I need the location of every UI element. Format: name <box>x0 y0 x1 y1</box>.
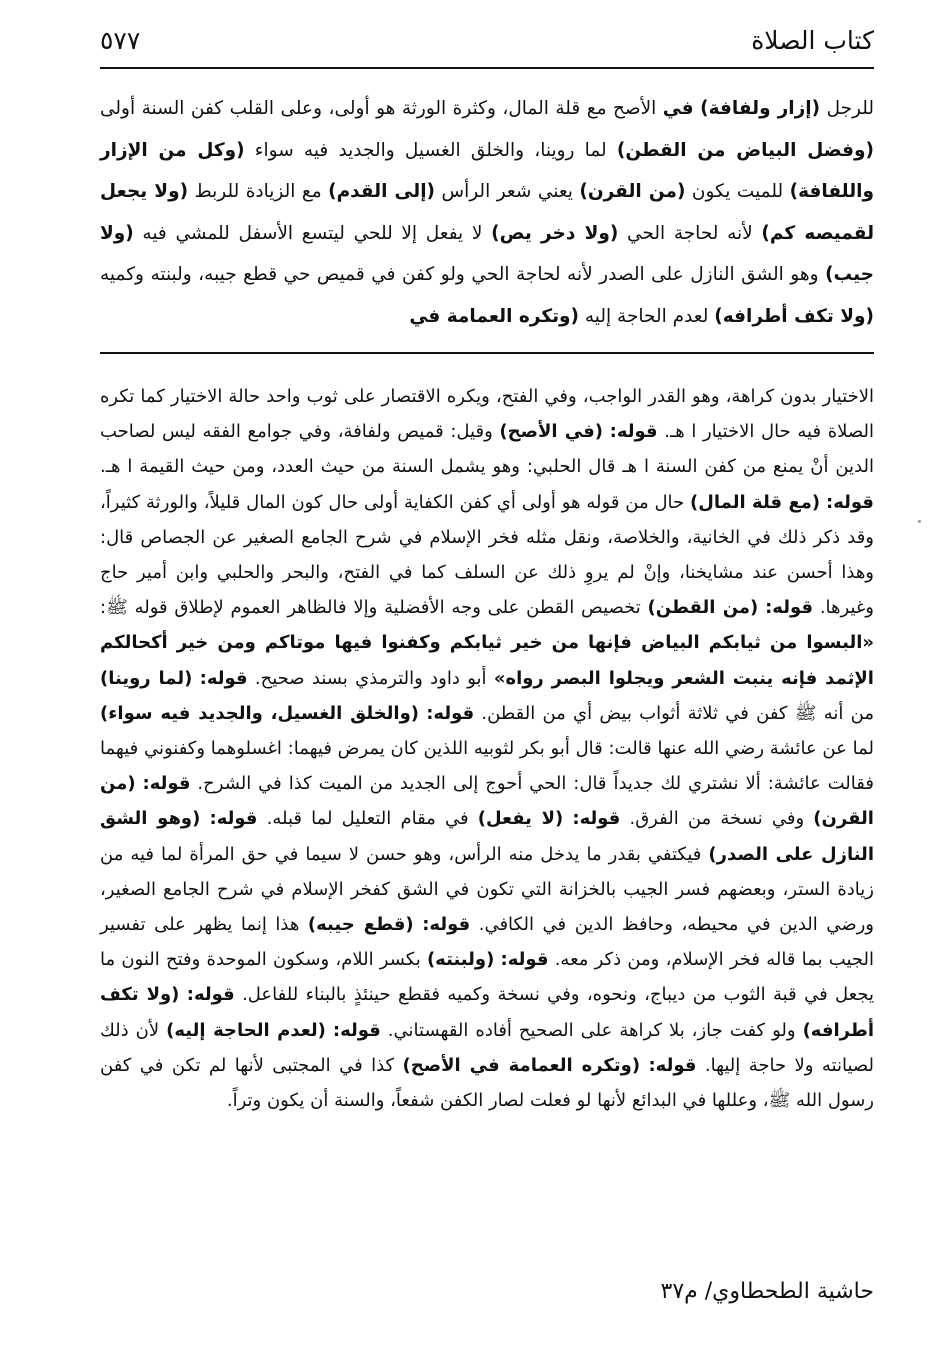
main-text-bold-run: (ولا دخر يص) <box>491 222 619 244</box>
qawluhu-marker: قوله: <box>332 1019 381 1041</box>
commentary-run: فيكتفي بقدر ما يدخل منه الرأس، وهو حسن لا سيما في حق المرأة لما فيه من زيادة الستر، وبعضهم فسر الجيب بالخزانة التي تكون في الشق كفخر الإسلام في شرح الجامع الصغير، ورضي الدين في محيطه، وحافظ الدين في الكافي. <box>100 843 874 936</box>
commentary-paragraph <box>100 379 874 1118</box>
commentary-run: بكسر اللام، وسكون الموحدة وفتح النون ما يجعل في قبة الثوب من ديباج، ونحوه، وفي نسخة وكميه فقطع حينئذٍ بالبناء للفاعل. <box>100 949 874 1006</box>
main-text-run: يعني شعر الرأس <box>435 181 580 202</box>
commentary-run <box>326 1020 333 1041</box>
commentary-run: وفي نسخة من الفرق. <box>620 808 814 830</box>
main-text-bold-run: (وكل من الإزار واللفافة) <box>100 139 875 202</box>
main-text-bold-run: (وتكره العمامة في <box>409 305 579 327</box>
commentary-run: في مقام التعليل لما قبله. <box>257 808 478 830</box>
quoted-lemma: (لعدم الحاجة إليه) <box>166 1019 326 1041</box>
main-text <box>100 88 874 337</box>
main-text-bold-run: (إلى القدم) <box>328 181 435 202</box>
main-text-bold-run: (وفضل البياض من القطن) <box>616 139 875 161</box>
main-text-run: لا يفعل إلا للحي ليتسع الأسفل للمشي فيه <box>133 222 492 244</box>
quoted-lemma: (من القرن) <box>100 773 874 830</box>
commentary-run <box>136 773 143 794</box>
commentary-run <box>179 984 186 1005</box>
commentary-run: حال من قوله هو أولى أي كفن الكفاية أولى حال كون المال قليلاً، والورثة كثيراً، وقد ذكر ذلك في الخانية، والخلاصة، ونقل مثله فخر الإسلام في شرح الجامع الصغير عن الجصاص قال: وهذا أحسن عند مشايخنا، وإنْ لم يروِ ذلك عن السلف كما في الفتح، والبحر والحلبي وابن أمير حاج وغيرها. <box>100 491 874 619</box>
main-text-bold-run: في <box>662 98 694 119</box>
main-text-run: للرجل <box>820 98 875 119</box>
commentary-run: تخصيص القطن على وجه الأفضلية وإلا فالظاهر العموم لإطلاق قوله ﷺ: <box>100 597 648 619</box>
commentary-run: ولو كفت جاز، بلا كراهة على الصحيح أفاده القهستاني. <box>380 1019 803 1041</box>
quoted-lemma: (لا يفعل) <box>477 808 564 830</box>
running-header <box>100 20 874 60</box>
quoted-lemma: (من القطن) <box>647 597 759 619</box>
main-text-run: لما روينا، والخلق الغسيل والجديد فيه سواء <box>244 139 617 161</box>
quoted-lemma: (وتكره العمامة في الأصح) <box>402 1054 641 1076</box>
qawluhu-marker: قوله: <box>426 702 475 724</box>
commentary-run: كذا في المجتبى لأنها لم تكن في كفن رسول الله ﷺ، وعللها في البدائع لأنها لو فعلت لصار الكفن شفعاً، والسنة أن يكون وتراً. <box>100 1054 874 1112</box>
qawluhu-marker: قوله: <box>199 667 248 689</box>
page-number: ٥٧٧ <box>100 25 141 55</box>
qawluhu-marker: قوله: <box>422 914 471 936</box>
quoted-lemma: (قطع جيبه) <box>307 914 414 936</box>
signature-mark: حاشية الطحطاوي/ م٣٧ <box>660 1279 874 1304</box>
main-text-bold-run: (من القرن) <box>579 181 686 202</box>
main-text-bold-run: (ولا تكف أطرافه) <box>714 305 874 327</box>
quoted-lemma: (ولبنته) <box>426 949 495 971</box>
commentary-run <box>414 914 423 935</box>
qawluhu-marker: قوله: <box>572 808 621 830</box>
hadith-quote: «البسوا من ثيابكم البياض فإنها من خير ثيابكم وكفنوا فيها موتاكم ومن خير أكحالكم الإثمد فإنه ينبت الشعر ويجلوا البصر رواه» <box>100 632 874 689</box>
qawluhu-marker: قوله: <box>826 491 874 513</box>
commentary-run <box>603 421 610 442</box>
main-text-run: لعدم الحاجة إليه <box>578 305 715 327</box>
qawluhu-marker: قوله: <box>765 597 814 619</box>
main-text-run: وهو الشق النازل على الصدر لأنه لحاجة الحي ولو كفن في قميص حي قطع جيبه، ولبنته وكميه <box>100 264 826 285</box>
main-text-bold-run: (إزار ولفافة) <box>700 98 821 119</box>
qawluhu-marker: قوله: <box>209 808 258 830</box>
commentary-run: الاختيار بدون كراهة، وهو القدر الواجب، وفي الفتح، ويكره الاقتصار على ثوب واحد حالة الاختيار كما تكره الصلاة فيه حال الاختيار ا هـ. <box>100 386 874 443</box>
header-rule <box>100 67 874 69</box>
qawluhu-marker: قوله: <box>142 773 191 795</box>
quoted-lemma: (والخلق الغسيل، والجديد فيه سواء) <box>100 702 419 724</box>
commentary-run: وقيل: قميص ولفافة، وفي جوامع الفقه ليس لصاحب الدين أنْ يمنع من كفن السنة ا هـ قال الحلبي: وهو يشمل السنة من حيث العدد، ومن حيث القيمة ا هـ. <box>100 421 874 478</box>
main-text-bold-run: (ولا جيب) <box>100 222 874 285</box>
main-text-bold-run: (ولا يجعل لقميصه كم) <box>100 181 875 244</box>
quoted-lemma: (في الأصح) <box>499 421 603 443</box>
section-title: كتاب الصلاة <box>751 25 874 55</box>
commentary-text <box>100 379 874 1118</box>
qawluhu-marker: قوله: <box>500 949 549 971</box>
quoted-lemma: (ولا تكف أطرافه) <box>100 984 874 1041</box>
qawluhu-marker: قوله: <box>609 421 658 443</box>
quoted-lemma: (لما روينا) <box>100 667 193 689</box>
commentary-run: من أنه ﷺ كفن في ثلاثة أثواب بيض أي من القطن. <box>474 702 874 724</box>
main-text-run: لأنه لحاجة الحي <box>618 222 762 244</box>
commentary-run <box>192 668 199 689</box>
commentary-run: أبو داود والترمذي بسند صحيح. <box>247 667 494 689</box>
commentary-run: هذا إنما يظهر على تفسير الجيب بما قاله فخر الإسلام، ومن ذكر معه. <box>100 914 874 971</box>
main-text-run: للميت يكون <box>685 181 790 202</box>
main-text-run: مع الزيادة للربط <box>188 181 329 202</box>
commentary-run: لأن ذلك لصيانته ولا حاجة إليها. <box>100 1019 874 1076</box>
qawluhu-marker: قوله: <box>186 984 235 1006</box>
main-text-run: الأصح مع قلة المال، وكثرة الورثة هو أولى، وعلى القلب كفن السنة أولى <box>100 98 663 119</box>
quoted-lemma: (وهو الشق النازل على الصدر) <box>100 808 874 865</box>
commentary-divider <box>100 352 874 354</box>
margin-speck <box>918 520 921 523</box>
main-text-paragraph <box>100 88 874 337</box>
commentary-run: لما عن عائشة رضي الله عنها قالت: قال أبو بكر لثوبيه اللذين كان يمرض فيهما: اغسلوهما وكفنوني فيهما فقالت عائشة: ألا نشتري لك جديداً قال: الحي أحوج إلى الجديد من الميت كذا في الشرح. <box>100 738 874 795</box>
commentary-run <box>200 808 209 829</box>
quoted-lemma: (مع قلة المال) <box>690 491 821 513</box>
qawluhu-marker: قوله: <box>648 1054 697 1076</box>
